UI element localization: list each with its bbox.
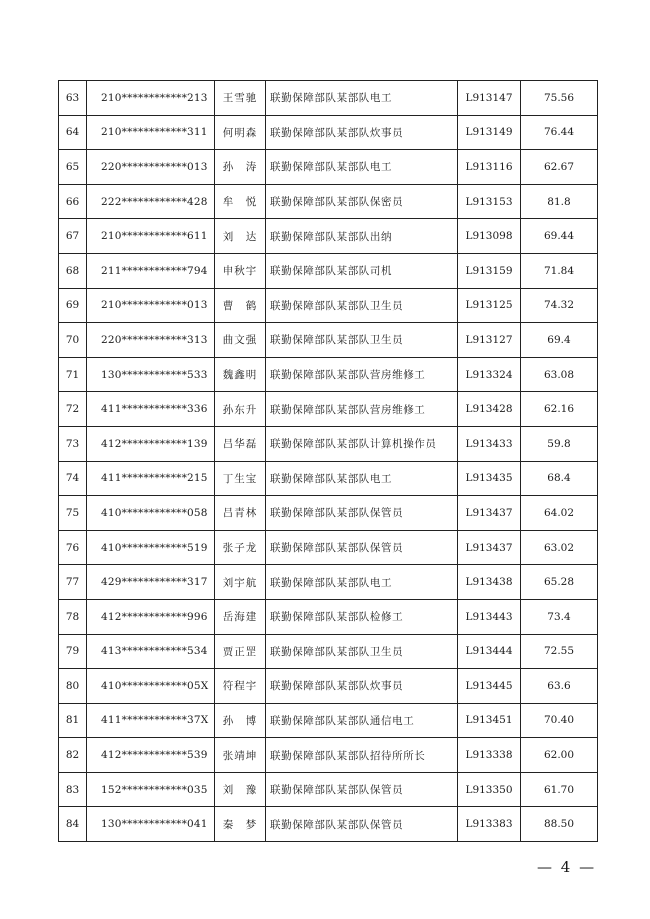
position-title-cell: 联勤保障部队某部队出纳 <box>266 219 458 254</box>
position-code-cell: L913435 <box>458 461 521 496</box>
position-title-cell: 联勤保障部队某部队卫生员 <box>266 323 458 358</box>
id-number-cell: 210************013 <box>87 288 215 323</box>
score-cell: 72.55 <box>521 634 598 669</box>
table-row <box>59 461 598 496</box>
person-name-cell: 吕青林 <box>215 496 266 531</box>
position-code-cell: L913338 <box>458 738 521 773</box>
row-number-cell: 83 <box>59 772 87 807</box>
person-name-cell: 丁生宝 <box>215 461 266 496</box>
row-number-cell: 70 <box>59 323 87 358</box>
id-number-cell: 210************611 <box>87 219 215 254</box>
score-cell: 62.67 <box>521 150 598 185</box>
score-cell: 70.40 <box>521 703 598 738</box>
position-title-cell: 联勤保障部队某部队电工 <box>266 565 458 600</box>
table-row <box>59 357 598 392</box>
score-cell: 75.56 <box>521 81 598 116</box>
score-cell: 73.4 <box>521 599 598 634</box>
position-code-cell: L913324 <box>458 357 521 392</box>
person-name-cell: 刘 豫 <box>215 772 266 807</box>
position-title-cell: 联勤保障部队某部队卫生员 <box>266 634 458 669</box>
score-cell: 74.32 <box>521 288 598 323</box>
person-name-cell: 贾正罡 <box>215 634 266 669</box>
position-code-cell: L913147 <box>458 81 521 116</box>
results-table-container <box>58 80 593 842</box>
table-row <box>59 253 598 288</box>
row-number-cell: 81 <box>59 703 87 738</box>
table-row <box>59 150 598 185</box>
person-name-cell: 申秋宇 <box>215 253 266 288</box>
results-table <box>58 80 598 842</box>
score-cell: 81.8 <box>521 184 598 219</box>
row-number-cell: 75 <box>59 496 87 531</box>
table-row <box>59 703 598 738</box>
table-row <box>59 565 598 600</box>
position-code-cell: L913433 <box>458 426 521 461</box>
score-cell: 63.08 <box>521 357 598 392</box>
row-number-cell: 82 <box>59 738 87 773</box>
table-row <box>59 184 598 219</box>
position-code-cell: L913437 <box>458 530 521 565</box>
person-name-cell: 曲文强 <box>215 323 266 358</box>
position-code-cell: L913443 <box>458 599 521 634</box>
id-number-cell: 210************311 <box>87 115 215 150</box>
position-code-cell: L913149 <box>458 115 521 150</box>
results-table-body <box>59 81 598 842</box>
table-row <box>59 81 598 116</box>
score-cell: 76.44 <box>521 115 598 150</box>
table-row <box>59 219 598 254</box>
position-code-cell: L913153 <box>458 184 521 219</box>
person-name-cell: 张子龙 <box>215 530 266 565</box>
position-title-cell: 联勤保障部队某部队营房维修工 <box>266 392 458 427</box>
score-cell: 68.4 <box>521 461 598 496</box>
page-number: — 4 — <box>537 858 597 876</box>
person-name-cell: 张靖坤 <box>215 738 266 773</box>
row-number-cell: 71 <box>59 357 87 392</box>
row-number-cell: 74 <box>59 461 87 496</box>
position-title-cell: 联勤保障部队某部队保管员 <box>266 772 458 807</box>
person-name-cell: 何明森 <box>215 115 266 150</box>
score-cell: 69.4 <box>521 323 598 358</box>
row-number-cell: 80 <box>59 669 87 704</box>
id-number-cell: 410************05X <box>87 669 215 704</box>
position-title-cell: 联勤保障部队某部队检修工 <box>266 599 458 634</box>
id-number-cell: 410************058 <box>87 496 215 531</box>
id-number-cell: 410************519 <box>87 530 215 565</box>
id-number-cell: 411************336 <box>87 392 215 427</box>
row-number-cell: 63 <box>59 81 87 116</box>
table-row <box>59 807 598 842</box>
position-code-cell: L913116 <box>458 150 521 185</box>
id-number-cell: 411************37X <box>87 703 215 738</box>
position-code-cell: L913350 <box>458 772 521 807</box>
person-name-cell: 牟 悦 <box>215 184 266 219</box>
position-title-cell: 联勤保障部队某部队通信电工 <box>266 703 458 738</box>
position-code-cell: L913098 <box>458 219 521 254</box>
position-title-cell: 联勤保障部队某部队保管员 <box>266 807 458 842</box>
row-number-cell: 64 <box>59 115 87 150</box>
score-cell: 59.8 <box>521 426 598 461</box>
row-number-cell: 69 <box>59 288 87 323</box>
position-code-cell: L913445 <box>458 669 521 704</box>
position-title-cell: 联勤保障部队某部队司机 <box>266 253 458 288</box>
table-row <box>59 323 598 358</box>
position-code-cell: L913127 <box>458 323 521 358</box>
position-code-cell: L913383 <box>458 807 521 842</box>
score-cell: 62.00 <box>521 738 598 773</box>
row-number-cell: 65 <box>59 150 87 185</box>
id-number-cell: 130************533 <box>87 357 215 392</box>
position-code-cell: L913437 <box>458 496 521 531</box>
position-title-cell: 联勤保障部队某部队卫生员 <box>266 288 458 323</box>
table-row <box>59 634 598 669</box>
table-row <box>59 772 598 807</box>
person-name-cell: 岳海建 <box>215 599 266 634</box>
score-cell: 71.84 <box>521 253 598 288</box>
score-cell: 63.02 <box>521 530 598 565</box>
row-number-cell: 84 <box>59 807 87 842</box>
id-number-cell: 411************215 <box>87 461 215 496</box>
score-cell: 63.6 <box>521 669 598 704</box>
person-name-cell: 孙 博 <box>215 703 266 738</box>
table-row <box>59 599 598 634</box>
id-number-cell: 412************139 <box>87 426 215 461</box>
table-row <box>59 288 598 323</box>
position-title-cell: 联勤保障部队某部队营房维修工 <box>266 357 458 392</box>
position-code-cell: L913451 <box>458 703 521 738</box>
position-code-cell: L913444 <box>458 634 521 669</box>
person-name-cell: 魏鑫明 <box>215 357 266 392</box>
person-name-cell: 吕华磊 <box>215 426 266 461</box>
position-code-cell: L913159 <box>458 253 521 288</box>
score-cell: 65.28 <box>521 565 598 600</box>
id-number-cell: 220************313 <box>87 323 215 358</box>
table-row <box>59 426 598 461</box>
table-row <box>59 392 598 427</box>
id-number-cell: 211************794 <box>87 253 215 288</box>
score-cell: 62.16 <box>521 392 598 427</box>
person-name-cell: 刘宇航 <box>215 565 266 600</box>
score-cell: 88.50 <box>521 807 598 842</box>
id-number-cell: 130************041 <box>87 807 215 842</box>
person-name-cell: 秦 梦 <box>215 807 266 842</box>
row-number-cell: 67 <box>59 219 87 254</box>
person-name-cell: 符程宇 <box>215 669 266 704</box>
row-number-cell: 66 <box>59 184 87 219</box>
id-number-cell: 210************213 <box>87 81 215 116</box>
person-name-cell: 孙东升 <box>215 392 266 427</box>
position-title-cell: 联勤保障部队某部队保密员 <box>266 184 458 219</box>
person-name-cell: 刘 达 <box>215 219 266 254</box>
row-number-cell: 73 <box>59 426 87 461</box>
id-number-cell: 413************534 <box>87 634 215 669</box>
position-title-cell: 联勤保障部队某部队招待所所长 <box>266 738 458 773</box>
row-number-cell: 77 <box>59 565 87 600</box>
table-row <box>59 669 598 704</box>
table-row <box>59 115 598 150</box>
person-name-cell: 孙 涛 <box>215 150 266 185</box>
id-number-cell: 220************013 <box>87 150 215 185</box>
table-row <box>59 738 598 773</box>
position-title-cell: 联勤保障部队某部队计算机操作员 <box>266 426 458 461</box>
position-code-cell: L913438 <box>458 565 521 600</box>
person-name-cell: 曹 鹤 <box>215 288 266 323</box>
id-number-cell: 429************317 <box>87 565 215 600</box>
position-title-cell: 联勤保障部队某部队保管员 <box>266 530 458 565</box>
id-number-cell: 412************996 <box>87 599 215 634</box>
score-cell: 69.44 <box>521 219 598 254</box>
score-cell: 64.02 <box>521 496 598 531</box>
position-title-cell: 联勤保障部队某部队电工 <box>266 461 458 496</box>
position-code-cell: L913125 <box>458 288 521 323</box>
position-code-cell: L913428 <box>458 392 521 427</box>
table-row <box>59 530 598 565</box>
id-number-cell: 412************539 <box>87 738 215 773</box>
table-row <box>59 496 598 531</box>
row-number-cell: 78 <box>59 599 87 634</box>
person-name-cell: 王雪驰 <box>215 81 266 116</box>
position-title-cell: 联勤保障部队某部队炊事员 <box>266 115 458 150</box>
id-number-cell: 222************428 <box>87 184 215 219</box>
row-number-cell: 79 <box>59 634 87 669</box>
score-cell: 61.70 <box>521 772 598 807</box>
position-title-cell: 联勤保障部队某部队电工 <box>266 81 458 116</box>
position-title-cell: 联勤保障部队某部队电工 <box>266 150 458 185</box>
row-number-cell: 72 <box>59 392 87 427</box>
row-number-cell: 76 <box>59 530 87 565</box>
position-title-cell: 联勤保障部队某部队保管员 <box>266 496 458 531</box>
row-number-cell: 68 <box>59 253 87 288</box>
position-title-cell: 联勤保障部队某部队炊事员 <box>266 669 458 704</box>
id-number-cell: 152************035 <box>87 772 215 807</box>
